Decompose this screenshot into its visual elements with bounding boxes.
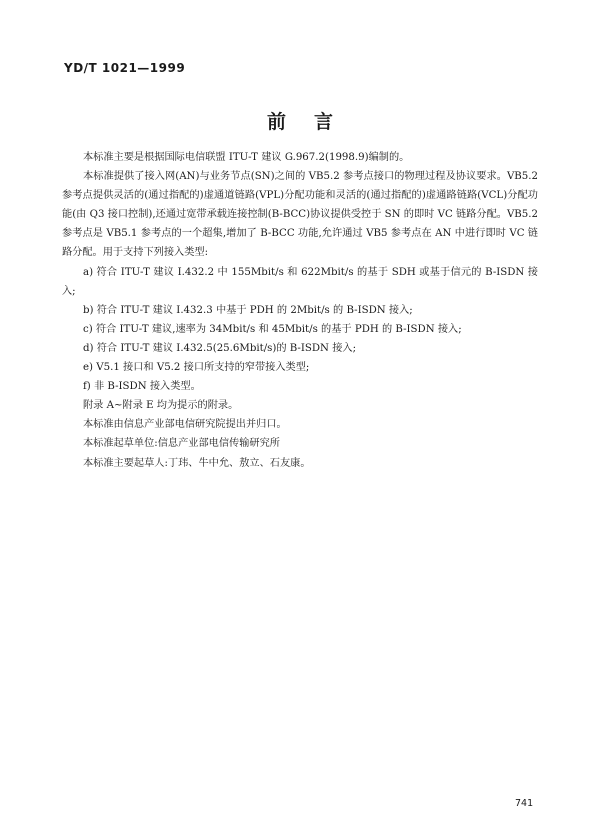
list-item-d: d) 符合 ITU-T 建议 I.432.5(25.6Mbit/s)的 B-ISDN 接入; [83, 342, 356, 354]
list-item-b: b) 符合 ITU-T 建议 I.432.3 中基于 PDH 的 2Mbit/s 的 B-ISDN 接入; [83, 304, 413, 316]
paragraph-drafting-unit: 本标准起草单位:信息产业部电信传输研究所 [83, 438, 280, 450]
list-item-a: a) 符合 ITU-T 建议 I.432.2 中 155Mbit/s 和 622Mbit/s 的基于 SDH 或基于信元的 B-ISDN 接入; [62, 266, 538, 297]
list-item-e: e) V5.1 接口和 V5.2 接口所支持的窄带接入类型; [83, 362, 310, 374]
list-item-f: f) 非 B-ISDN 接入类型。 [83, 381, 201, 393]
page-title: 前言 [266, 111, 361, 133]
page-number: 741 [515, 798, 534, 809]
paragraph-drafters: 本标准主要起草人:丁玮、牛中允、敖立、石友康。 [83, 457, 311, 469]
paragraph-appendix-note: 附录 A~附录 E 均为提示的附录。 [83, 400, 239, 412]
paragraph-scope: 本标准提供了接入网(AN)与业务节点(SN)之间的 VB5.2 参考点接口的物理过程及协议要求。VB5.2 参考点提供灵活的(通过指配的)虚通道链路(VPL)分配功能和灵活的(通过指配的)虚通路链路(VCL)分配功能(由 Q3 接口控制),还通过宽带承载连接控制(B-BCC)协议提供受控于 SN 的即时 VC 链路分配。VB5.2 参考点是 VB5.1 参考点的一个超集,增加了 B-BCC 功能,允许通过 VB5 参考点在 AN 中进行即时 VC 链路分配。用于支持下列接入类型: [62, 171, 538, 259]
document-code: YD/T 1021—1999 [64, 61, 186, 75]
paragraph-proposer: 本标准由信息产业部电信研究院提出并归口。 [83, 419, 287, 431]
paragraph-basis: 本标准主要是根据国际电信联盟 ITU-T 建议 G.967.2(1998.9)编制的。 [83, 152, 410, 163]
foreword-body [62, 148, 538, 473]
list-item-c: c) 符合 ITU-T 建议,速率为 34Mbit/s 和 45Mbit/s 的基于 PDH 的 B-ISDN 接入; [83, 323, 462, 335]
